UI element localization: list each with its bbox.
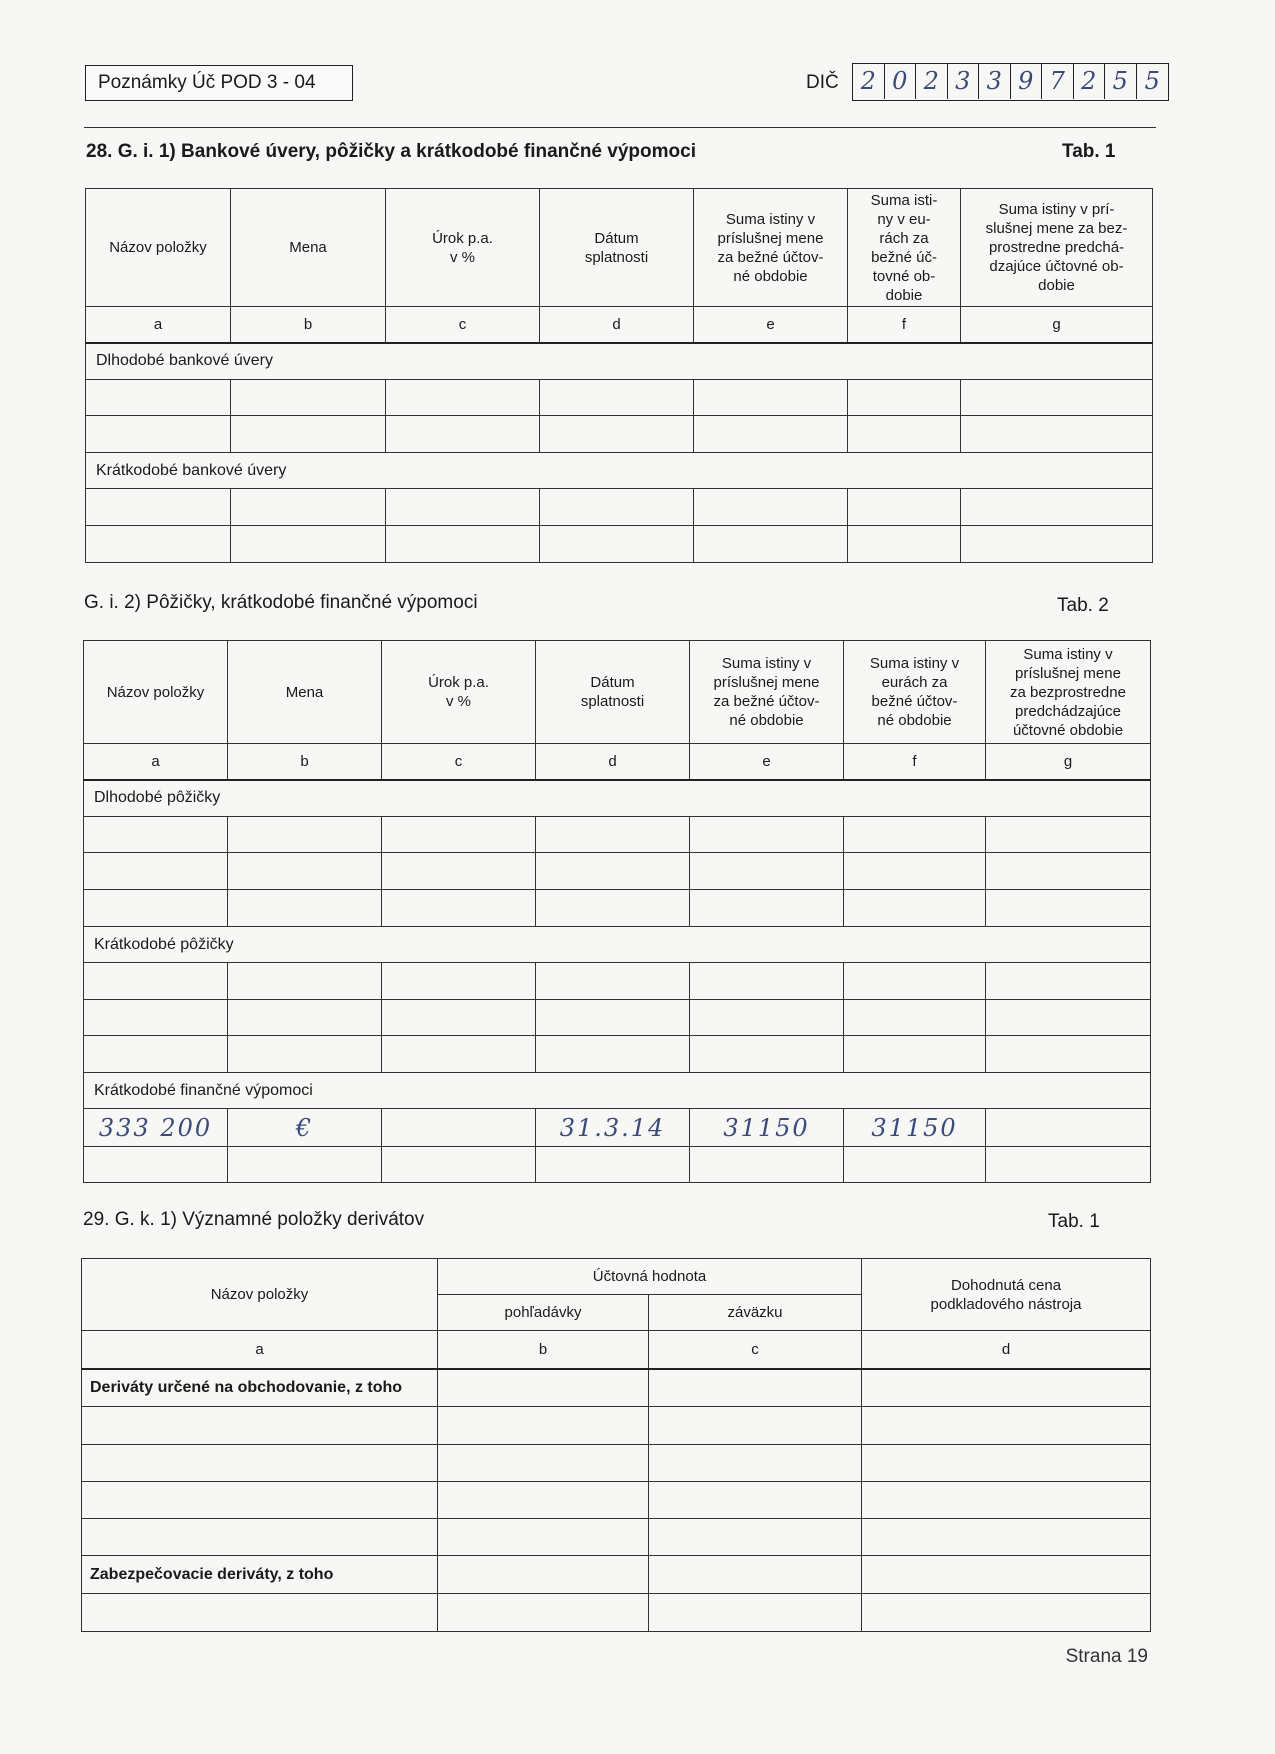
section-29-title: 29. G. k. 1) Významné položky derivátov xyxy=(83,1209,425,1230)
col-header-liabilities: záväzku xyxy=(649,1295,862,1331)
col-header-due-date: Dátum splatnosti xyxy=(540,189,694,307)
filled-name: 333 200 xyxy=(84,1109,228,1147)
table-row xyxy=(86,416,1153,453)
group-trading-derivatives: Deriváty určené na obchodovanie, z toho xyxy=(82,1369,438,1407)
table-row xyxy=(84,853,1151,890)
letter-d: d xyxy=(540,307,694,343)
table-row xyxy=(84,1036,1151,1073)
column-letter-row xyxy=(82,1331,1151,1369)
section-gi2-tab-label: Tab. 2 xyxy=(1057,595,1109,616)
loans-table xyxy=(83,640,1151,1183)
dic-digit: 2 xyxy=(916,64,948,99)
dic-digit: 7 xyxy=(1042,64,1074,99)
letter-a: a xyxy=(82,1331,438,1369)
letter-c: c xyxy=(382,744,536,780)
letter-f: f xyxy=(848,307,961,343)
col-header-name: Názov položky xyxy=(84,641,228,744)
col-header-agreed-price: Dohodnutá cena podkladového nástroja xyxy=(862,1259,1151,1331)
table-row xyxy=(84,817,1151,853)
dic-digit: 9 xyxy=(1011,64,1043,99)
col-header-currency: Mena xyxy=(228,641,382,744)
col-header-name: Názov položky xyxy=(86,189,231,307)
col-header-interest: Úrok p.a. v % xyxy=(382,641,536,744)
section-gi2-title: G. i. 2) Pôžičky, krátkodobé finančné výpomoci xyxy=(84,592,478,613)
letter-g: g xyxy=(961,307,1153,343)
col-header-principal-prev: Suma istiny v prí- slušnej mene za bez- prostredne predchá- dzajúce účtovné ob- dobie xyxy=(961,189,1153,307)
group-row xyxy=(86,343,1153,380)
table-row xyxy=(82,1594,1151,1632)
table-row xyxy=(86,526,1153,563)
group-row xyxy=(84,1073,1151,1109)
table-row xyxy=(82,1482,1151,1519)
group-row xyxy=(84,927,1151,963)
table-row xyxy=(82,1407,1151,1445)
header-divider xyxy=(84,127,1156,128)
group-row xyxy=(86,453,1153,489)
table-row xyxy=(84,1147,1151,1183)
group-row xyxy=(84,780,1151,817)
col-header-principal-currency: Suma istiny v príslušnej mene za bežné účtov- né obdobie xyxy=(694,189,848,307)
letter-f: f xyxy=(844,744,986,780)
table-header-row xyxy=(82,1259,1151,1295)
letter-b: b xyxy=(231,307,386,343)
letter-d: d xyxy=(536,744,690,780)
filled-principal-prev xyxy=(986,1109,1151,1147)
filled-principal-eur: 31150 xyxy=(844,1109,986,1147)
dic-digit: 3 xyxy=(979,64,1011,99)
section-29-tab-label: Tab. 1 xyxy=(1048,1211,1100,1232)
page-number: Strana 19 xyxy=(1065,1646,1148,1667)
table-row xyxy=(86,380,1153,416)
table-row xyxy=(84,1109,1151,1147)
col-header-name: Názov položky xyxy=(82,1259,438,1331)
column-letter-row xyxy=(84,744,1151,780)
group-long-term-loans: Dlhodobé pôžičky xyxy=(84,780,1151,817)
letter-b: b xyxy=(438,1331,649,1369)
table-row xyxy=(82,1519,1151,1556)
dic-digit: 0 xyxy=(885,64,917,99)
section-28-tab-label: Tab. 1 xyxy=(1062,141,1116,162)
col-header-principal-currency: Suma istiny v príslušnej mene za bežné účtov- né obdobie xyxy=(690,641,844,744)
table-row xyxy=(84,963,1151,1000)
table-row xyxy=(86,489,1153,526)
group-long-term-bank-loans: Dlhodobé bankové úvery xyxy=(86,343,1153,380)
column-letter-row xyxy=(86,307,1153,343)
filled-interest xyxy=(382,1109,536,1147)
letter-e: e xyxy=(694,307,848,343)
group-hedging-derivatives: Zabezpečovacie deriváty, z toho xyxy=(82,1556,438,1594)
letter-a: a xyxy=(86,307,231,343)
section-28-title: 28. G. i. 1) Bankové úvery, pôžičky a krátkodobé finančné výpomoci xyxy=(86,141,696,162)
form-code-box: Poznámky Úč POD 3 - 04 xyxy=(85,65,353,101)
group-short-term-financial-assistance: Krátkodobé finančné výpomoci xyxy=(84,1073,1151,1109)
filled-principal-currency: 31150 xyxy=(690,1109,844,1147)
col-header-book-value: Účtovná hodnota xyxy=(438,1259,862,1295)
table-row xyxy=(82,1369,1151,1407)
col-header-currency: Mena xyxy=(231,189,386,307)
table-row xyxy=(84,1000,1151,1036)
group-short-term-bank-loans: Krátkodobé bankové úvery xyxy=(86,453,1153,489)
letter-c: c xyxy=(386,307,540,343)
filled-due-date: 31.3.14 xyxy=(536,1109,690,1147)
letter-d: d xyxy=(862,1331,1151,1369)
dic-digit: 3 xyxy=(948,64,980,99)
dic-digit: 5 xyxy=(1105,64,1137,99)
letter-a: a xyxy=(84,744,228,780)
dic-boxes xyxy=(852,63,1169,101)
letter-g: g xyxy=(986,744,1151,780)
dic-digit: 2 xyxy=(1074,64,1106,99)
letter-b: b xyxy=(228,744,382,780)
letter-c: c xyxy=(649,1331,862,1369)
derivatives-table xyxy=(81,1258,1151,1632)
col-header-principal-eur: Suma istiny v eurách za bežné účtov- né obdobie xyxy=(844,641,986,744)
dic-digit: 2 xyxy=(853,64,885,99)
dic-digit: 5 xyxy=(1144,67,1160,95)
col-header-principal-eur: Suma isti- ny v eu- rách za bežné úč- tovné ob- dobie xyxy=(848,189,961,307)
table-row xyxy=(82,1445,1151,1482)
filled-currency: € xyxy=(228,1109,382,1147)
letter-e: e xyxy=(690,744,844,780)
col-header-interest: Úrok p.a. v % xyxy=(386,189,540,307)
col-header-principal-prev: Suma istiny v príslušnej mene za bezprostredne predchádzajúce účtovné obdobie xyxy=(986,641,1151,744)
table-row xyxy=(82,1556,1151,1594)
bank-loans-table xyxy=(85,188,1153,563)
col-header-due-date: Dátum splatnosti xyxy=(536,641,690,744)
table-header-row xyxy=(84,641,1151,744)
group-short-term-loans: Krátkodobé pôžičky xyxy=(84,927,1151,963)
table-header-row xyxy=(86,189,1153,307)
table-row xyxy=(84,890,1151,927)
col-header-receivables: pohľadávky xyxy=(438,1295,649,1331)
dic-label: DIČ xyxy=(806,72,839,93)
